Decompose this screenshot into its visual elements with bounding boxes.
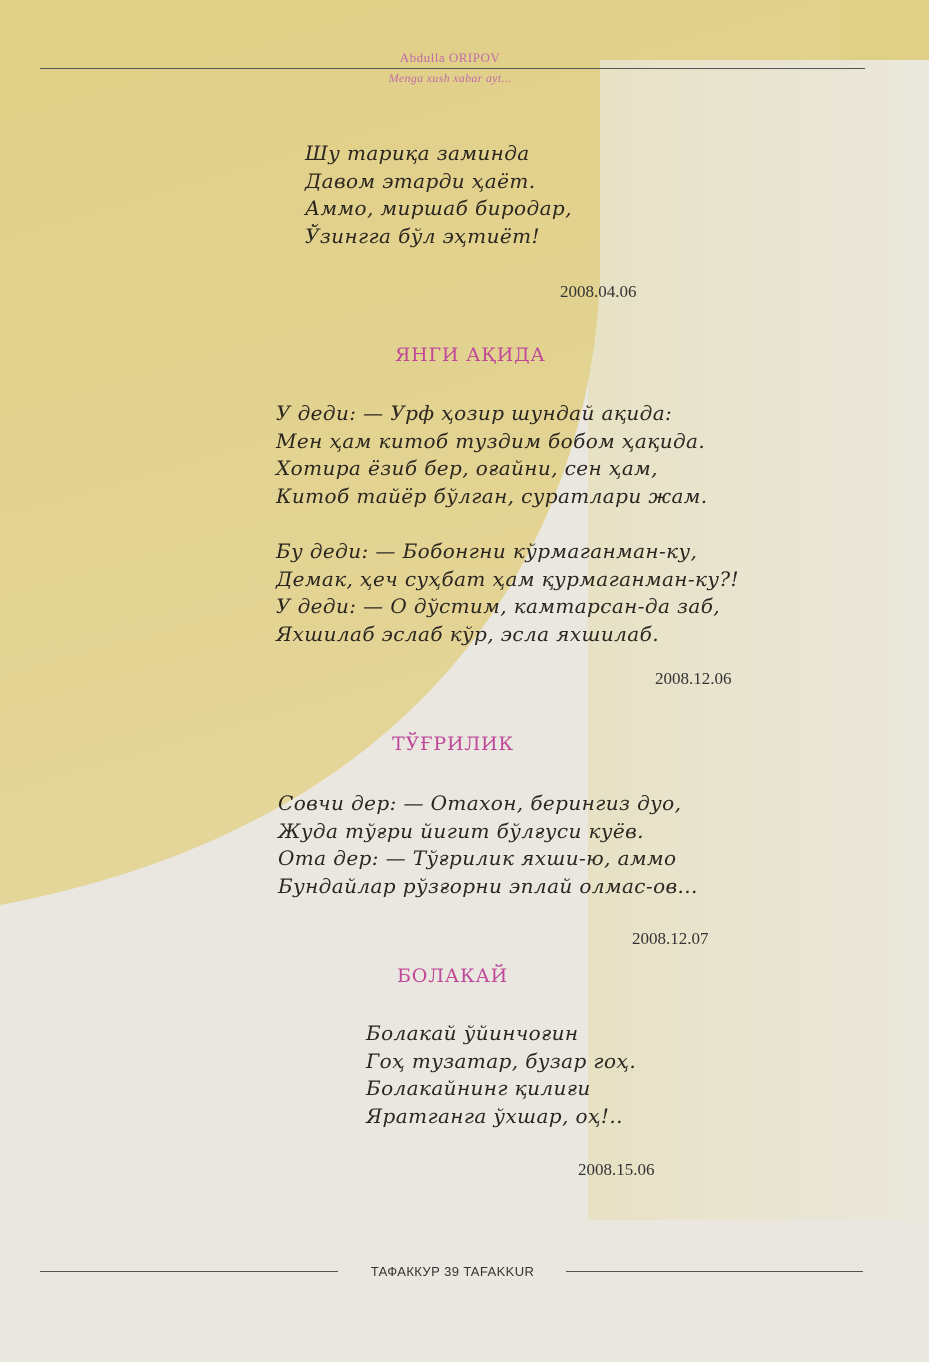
poem-3-date: 2008.12.07 xyxy=(632,929,709,948)
header-author: Abdulla ORIPOV xyxy=(399,50,501,65)
verse-line: Демак, ҳеч суҳбат ҳам қурмаганман-ку?! xyxy=(276,566,739,591)
footer-rule-left xyxy=(40,1271,338,1272)
verse-line: Мен ҳам китоб туздим бобом ҳақида. xyxy=(276,428,706,453)
verse-line: Гоҳ тузатар, бузар гоҳ. xyxy=(366,1048,637,1073)
header-rule xyxy=(40,68,865,69)
verse-line: Шу тариқа заминда xyxy=(305,141,530,165)
verse-line: Аммо, миршаб биродар, xyxy=(305,196,572,220)
verse-line: Болакайнинг қилиғи xyxy=(366,1076,591,1100)
verse-line: Совчи дер: — Отахон, берингиз дуо, xyxy=(278,791,682,815)
footer-page-number: ТАФАККУР 39 TAFAKKUR xyxy=(370,1264,535,1279)
verse-line: Давом этарди ҳаёт. xyxy=(305,168,536,193)
verse-line: Бундайлар рўзғорни эплай олмас-ов... xyxy=(278,873,698,898)
poem-2-stanza-1 xyxy=(276,400,708,510)
poem-3-stanza xyxy=(278,790,698,900)
header-subtitle: Menga xush xabar ayt... xyxy=(388,71,512,85)
verse-line: Яратганга ўхшар, оҳ!.. xyxy=(366,1103,623,1128)
poem-4-title: БОЛАКАЙ xyxy=(397,965,509,987)
poem-2-date: 2008.12.06 xyxy=(655,669,732,688)
verse-line: Жуда тўғри йигит бўлғуси куёв. xyxy=(278,818,644,843)
verse-line: У деди: — О дўстим, камтарсан-да заб, xyxy=(276,594,721,618)
poem-4-stanza xyxy=(366,1020,636,1130)
poem-4-date: 2008.15.06 xyxy=(578,1160,655,1179)
poem-2-stanza-2 xyxy=(276,538,739,648)
verse-line: У деди: — Урф ҳозир шундай ақида: xyxy=(276,401,673,425)
verse-line: Яхшилаб эслаб кўр, эсла яхшилаб. xyxy=(276,621,659,646)
poem-2-title: ЯНГИ АҚИДА xyxy=(395,344,546,366)
verse-line: Китоб тайёр бўлган, суратлари жам. xyxy=(276,483,708,508)
verse-line: Болакай ўйинчоғин xyxy=(366,1021,579,1045)
verse-line: Хотира ёзиб бер, оғайни, сен ҳам, xyxy=(276,456,658,480)
poem-3-title: ТЎҒРИЛИК xyxy=(392,733,514,755)
footer-rule-right xyxy=(566,1271,863,1272)
verse-line: Ўзингга бўл эҳтиёт! xyxy=(305,223,540,248)
verse-line: Ота дер: — Тўғрилик яхши-ю, аммо xyxy=(278,846,677,870)
poem-1-stanza xyxy=(305,140,572,250)
verse-line: Бу деди: — Бобонгни кўрмаганман-ку, xyxy=(276,539,698,563)
poem-1-date: 2008.04.06 xyxy=(560,282,637,301)
